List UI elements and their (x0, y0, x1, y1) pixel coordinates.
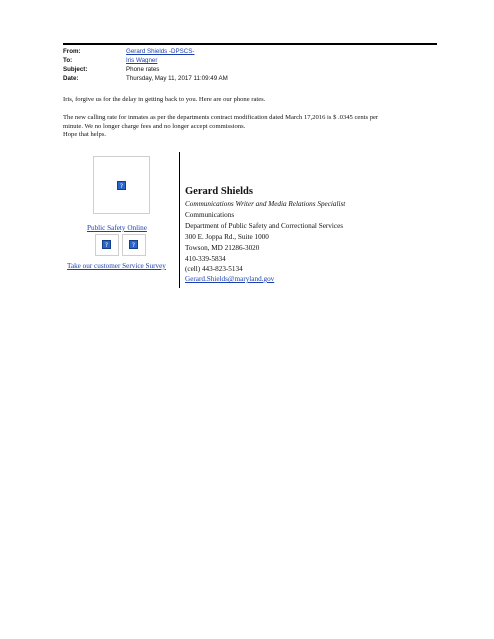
signature-email-link[interactable]: Gerard.Shields@maryland.gov (185, 275, 275, 283)
body-paragraph-2-line-1: The new calling rate for inmates as per the departments contract modification dated March 17,2016 is $ .0345 cents per (63, 114, 379, 121)
subject-value: Phone rates (126, 66, 160, 73)
signature-cell: (cell) 443-823-5134 (185, 265, 243, 273)
to-link[interactable]: Iris Wagner (126, 57, 158, 64)
signature-divider (179, 152, 180, 288)
date-value: Thursday, May 11, 2017 11:09:49 AM (126, 75, 228, 82)
signature-unit: Communications (185, 211, 235, 219)
subject-label: Subject: (63, 66, 88, 73)
date-label: Date: (63, 75, 79, 82)
from-link[interactable]: Gerard Shields -DPSCS- (126, 48, 195, 55)
agency-logo-image[interactable] (93, 156, 150, 214)
signature-department: Department of Public Safety and Correctional Services (185, 222, 344, 230)
body-paragraph-1: Iris, forgive us for the delay in getting back to you. Here are our phone rates. (63, 96, 266, 103)
body-paragraph-2-line-2: minute. We no longer charge fees and no longer accept commissions. (63, 122, 246, 130)
social-image-2[interactable] (122, 234, 146, 256)
broken-image-icon: ? (129, 240, 138, 249)
broken-image-icon: ? (117, 181, 126, 190)
signature-phone: 410-339-5834 (185, 255, 226, 263)
signature-address-2: Towson, MD 21286-3020 (185, 244, 260, 252)
public-safety-online-link[interactable]: Public Safety Online (87, 224, 147, 232)
social-image-1[interactable] (95, 234, 119, 256)
signature-title: Communications Writer and Media Relations Specialist (185, 200, 346, 208)
customer-survey-link[interactable]: Take our customer Service Survey (67, 262, 166, 270)
broken-image-icon: ? (102, 240, 111, 249)
to-label: To: (63, 57, 73, 64)
header-rule (63, 43, 437, 45)
from-label: From: (63, 48, 81, 55)
signature-name: Gerard Shields (185, 186, 253, 197)
signature-address-1: 300 E. Joppa Rd., Suite 1000 (185, 233, 269, 241)
body-paragraph-3: Hope that helps. (63, 131, 107, 139)
